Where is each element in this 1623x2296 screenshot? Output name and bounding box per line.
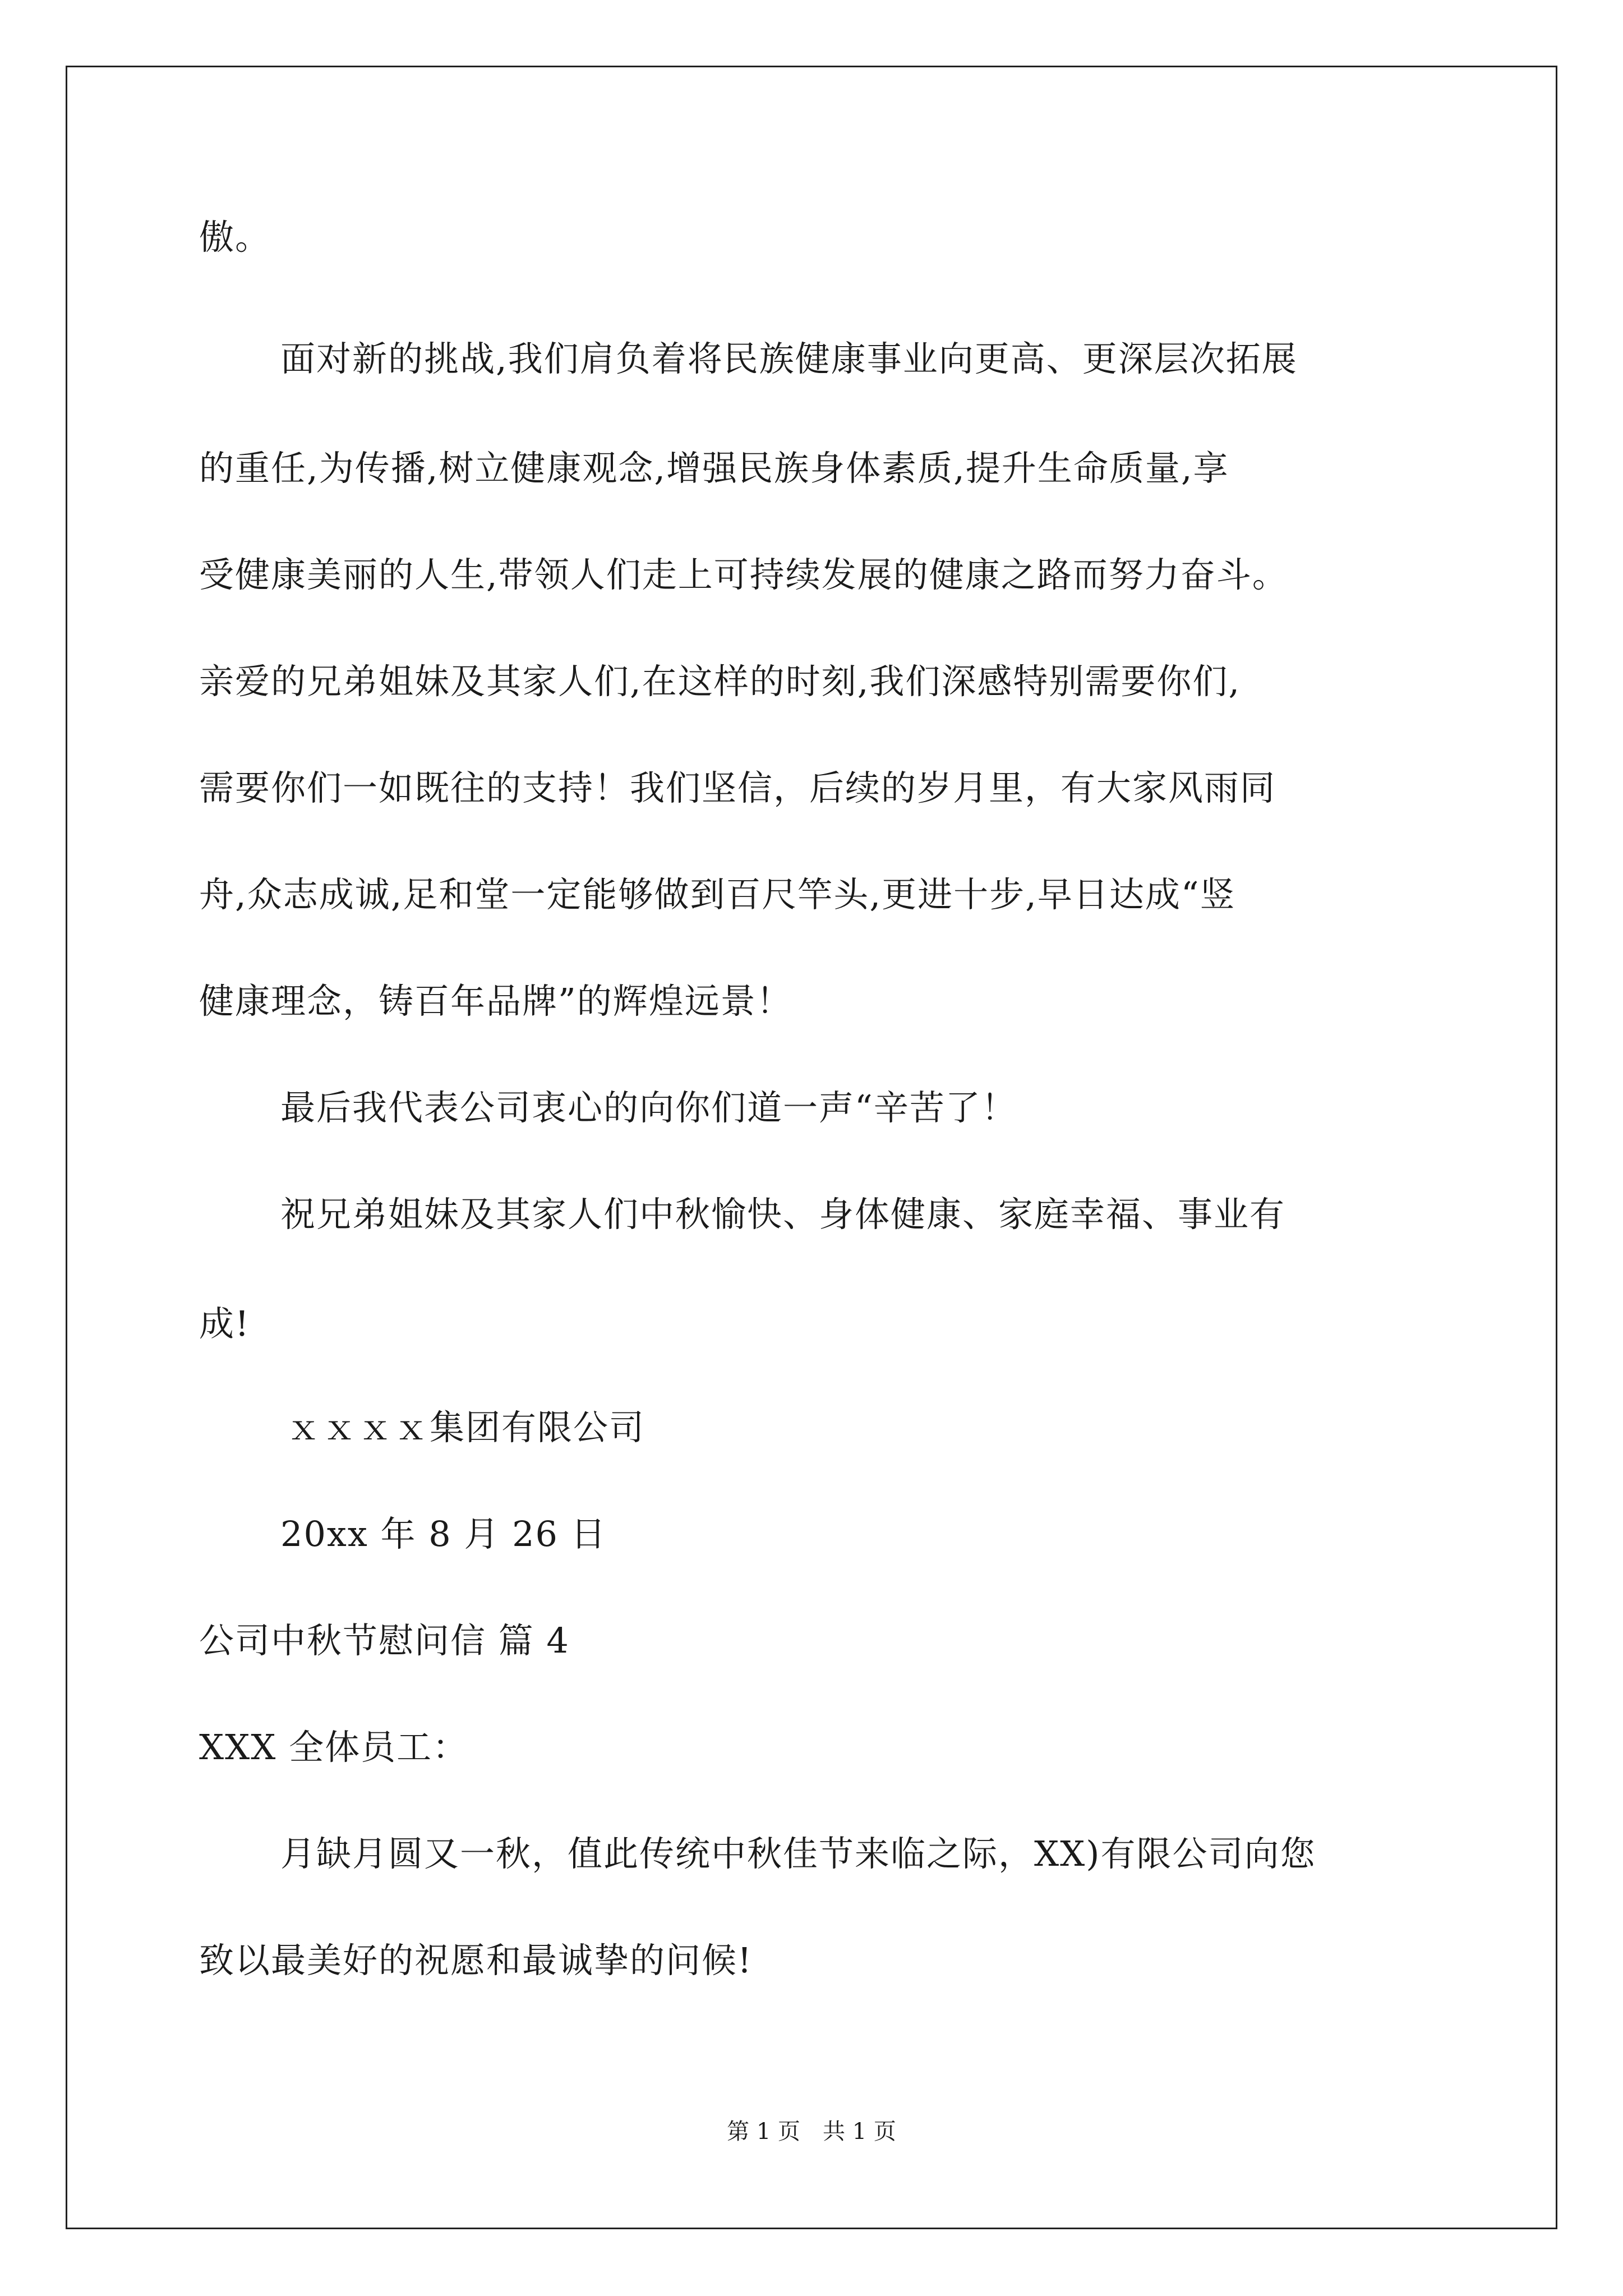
text-line: 需要你们一如既往的支持！我们坚信，后续的岁月里，有大家风雨同	[199, 767, 1276, 808]
text-line: 亲爱的兄弟姐妹及其家人们,在这样的时刻,我们深感特别需要你们,	[199, 661, 1241, 702]
text-line: 傲。	[199, 217, 271, 257]
text-line: 的重任,为传播,树立健康观念,增强民族身体素质,提升生命质量,享	[199, 448, 1229, 489]
text-line: 最后我代表公司衷心的向你们道一声“辛苦了！	[280, 1087, 1017, 1128]
page-number: 第 1 页 共 1 页	[727, 2119, 896, 2145]
signature-company: ｘｘｘｘ集团有限公司	[286, 1407, 645, 1448]
text-line: 致以最美好的祝愿和最诚挚的问候!	[199, 1940, 753, 1981]
text-line: 月缺月圆又一秋，值此传统中秋佳节来临之际，XX)有限公司向您	[280, 1833, 1316, 1874]
section-heading: 公司中秋节慰问信 篇 4	[199, 1620, 570, 1661]
text-line: 成!	[199, 1303, 250, 1344]
text-line: 面对新的挑战,我们肩负着将民族健康事业向更高、更深层次拓展	[280, 338, 1298, 379]
salutation: XXX 全体员工：	[199, 1727, 469, 1768]
page-border	[66, 66, 1557, 2229]
text-line: 健康理念，铸百年品牌”的辉煌远景！	[199, 981, 792, 1022]
signature-date: 20xx 年 8 月 26 日	[280, 1513, 607, 1554]
text-line: 祝兄弟姐妹及其家人们中秋愉快、身体健康、家庭幸福、事业有	[280, 1194, 1286, 1235]
text-line: 受健康美丽的人生,带领人们走上可持续发展的健康之路而努力奋斗。	[199, 554, 1288, 595]
text-line: 舟,众志成诚,足和堂一定能够做到百尺竿头,更进十步,早日达成“竖	[199, 874, 1236, 915]
